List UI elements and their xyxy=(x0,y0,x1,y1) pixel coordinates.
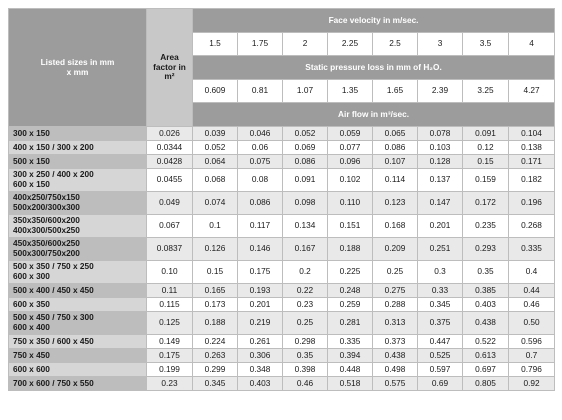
pressure-loss-cell: 1.07 xyxy=(283,80,328,103)
table-row xyxy=(9,155,555,169)
size-cell: 750 x 450 xyxy=(9,349,147,363)
table-row xyxy=(9,127,555,141)
air-flow-cell: 0.096 xyxy=(328,155,373,169)
air-flow-cell: 0.373 xyxy=(373,335,418,349)
table-row xyxy=(9,215,555,238)
face-velocity-header xyxy=(193,9,555,33)
air-flow-cell: 0.348 xyxy=(238,363,283,377)
size-cell: 600 x 600 xyxy=(9,363,147,377)
size-cell: 400x250/750x150 500x200/300x300 xyxy=(9,192,147,215)
air-flow-cell: 0.165 xyxy=(193,284,238,298)
air-flow-cell: 0.069 xyxy=(283,141,328,155)
air-flow-cell: 0.805 xyxy=(463,377,509,391)
table-header xyxy=(9,9,555,127)
air-flow-cell: 0.299 xyxy=(193,363,238,377)
air-flow-cell: 0.219 xyxy=(238,312,283,335)
size-cell: 750 x 350 / 600 x 450 xyxy=(9,335,147,349)
air-flow-cell: 0.138 xyxy=(509,141,555,155)
air-flow-cell: 0.25 xyxy=(283,312,328,335)
air-flow-cell: 0.375 xyxy=(418,312,463,335)
size-cell: 500 x 150 xyxy=(9,155,147,169)
table-row xyxy=(9,261,555,284)
air-flow-cell: 0.188 xyxy=(328,238,373,261)
air-flow-cell: 0.128 xyxy=(418,155,463,169)
air-flow-cell: 0.064 xyxy=(193,155,238,169)
air-flow-cell: 0.098 xyxy=(283,192,328,215)
size-cell: 450x350/600x250 500x300/750x200 xyxy=(9,238,147,261)
pressure-loss-cell: 3.25 xyxy=(463,80,509,103)
air-flow-cell: 0.22 xyxy=(283,284,328,298)
face-velocity-cell: 3 xyxy=(418,33,463,56)
area-factor-cell: 0.199 xyxy=(147,363,193,377)
air-flow-cell: 0.35 xyxy=(283,349,328,363)
air-flow-cell: 0.298 xyxy=(283,335,328,349)
air-flow-cell: 0.46 xyxy=(509,298,555,312)
air-flow-cell: 0.293 xyxy=(463,238,509,261)
air-flow-cell: 0.167 xyxy=(283,238,328,261)
air-flow-cell: 0.394 xyxy=(328,349,373,363)
air-flow-cell: 0.263 xyxy=(193,349,238,363)
air-flow-cell: 0.796 xyxy=(509,363,555,377)
area-factor-cell: 0.23 xyxy=(147,377,193,391)
air-flow-cell: 0.224 xyxy=(193,335,238,349)
air-flow-cell: 0.44 xyxy=(509,284,555,298)
air-flow-cell: 0.7 xyxy=(509,349,555,363)
table-row xyxy=(9,335,555,349)
face-velocity-cell: 2.5 xyxy=(373,33,418,56)
air-flow-cell: 0.126 xyxy=(193,238,238,261)
air-flow-cell: 0.306 xyxy=(238,349,283,363)
air-flow-cell: 0.182 xyxy=(509,169,555,192)
table-row xyxy=(9,363,555,377)
air-flow-cell: 0.08 xyxy=(238,169,283,192)
air-flow-cell: 0.259 xyxy=(328,298,373,312)
area-factor-header xyxy=(147,9,193,127)
air-flow-cell: 0.2 xyxy=(283,261,328,284)
air-flow-cell: 0.039 xyxy=(193,127,238,141)
air-flow-cell: 0.104 xyxy=(509,127,555,141)
air-flow-cell: 0.173 xyxy=(193,298,238,312)
air-flow-cell: 0.281 xyxy=(328,312,373,335)
area-factor-cell: 0.0428 xyxy=(147,155,193,169)
face-velocity-cell: 4 xyxy=(509,33,555,56)
face-velocity-cell: 3.5 xyxy=(463,33,509,56)
air-flow-cell: 0.275 xyxy=(373,284,418,298)
air-flow-header xyxy=(193,103,555,127)
air-flow-cell: 0.137 xyxy=(418,169,463,192)
air-flow-cell: 0.172 xyxy=(463,192,509,215)
area-factor-cell: 0.11 xyxy=(147,284,193,298)
airflow-table-container xyxy=(8,8,554,391)
air-flow-cell: 0.075 xyxy=(238,155,283,169)
air-flow-cell: 0.078 xyxy=(418,127,463,141)
area-factor-label: Area factor in m² xyxy=(153,52,186,82)
air-flow-cell: 0.201 xyxy=(418,215,463,238)
air-flow-cell: 0.403 xyxy=(238,377,283,391)
pressure-loss-cell: 0.609 xyxy=(193,80,238,103)
face-velocity-cell: 1.75 xyxy=(238,33,283,56)
air-flow-cell: 0.15 xyxy=(193,261,238,284)
air-flow-cell: 0.077 xyxy=(328,141,373,155)
air-flow-cell: 0.447 xyxy=(418,335,463,349)
area-factor-cell: 0.049 xyxy=(147,192,193,215)
air-flow-cell: 0.25 xyxy=(373,261,418,284)
air-flow-cell: 0.403 xyxy=(463,298,509,312)
air-flow-cell: 0.288 xyxy=(373,298,418,312)
air-flow-cell: 0.086 xyxy=(238,192,283,215)
air-flow-cell: 0.052 xyxy=(283,127,328,141)
air-flow-cell: 0.225 xyxy=(328,261,373,284)
air-flow-cell: 0.146 xyxy=(238,238,283,261)
air-flow-cell: 0.091 xyxy=(283,169,328,192)
air-flow-cell: 0.268 xyxy=(509,215,555,238)
size-cell: 600 x 350 xyxy=(9,298,147,312)
air-flow-cell: 0.518 xyxy=(328,377,373,391)
air-flow-cell: 0.151 xyxy=(328,215,373,238)
air-flow-cell: 0.248 xyxy=(328,284,373,298)
area-factor-cell: 0.10 xyxy=(147,261,193,284)
area-factor-cell: 0.0344 xyxy=(147,141,193,155)
air-flow-cell: 0.4 xyxy=(509,261,555,284)
air-flow-cell: 0.159 xyxy=(463,169,509,192)
table-row xyxy=(9,298,555,312)
size-cell: 500 x 400 / 450 x 450 xyxy=(9,284,147,298)
table-row xyxy=(9,312,555,335)
table-row xyxy=(9,192,555,215)
air-flow-cell: 0.110 xyxy=(328,192,373,215)
table-row xyxy=(9,141,555,155)
table-row xyxy=(9,238,555,261)
air-flow-cell: 0.345 xyxy=(193,377,238,391)
air-flow-cell: 0.114 xyxy=(373,169,418,192)
air-flow-cell: 0.438 xyxy=(373,349,418,363)
air-flow-cell: 0.335 xyxy=(509,238,555,261)
face-velocity-cell: 2 xyxy=(283,33,328,56)
table-row xyxy=(9,284,555,298)
air-flow-cell: 0.385 xyxy=(463,284,509,298)
air-flow-cell: 0.697 xyxy=(463,363,509,377)
air-flow-cell: 0.12 xyxy=(463,141,509,155)
air-flow-cell: 0.313 xyxy=(373,312,418,335)
air-flow-cell: 0.448 xyxy=(328,363,373,377)
air-flow-cell: 0.134 xyxy=(283,215,328,238)
air-flow-cell: 0.068 xyxy=(193,169,238,192)
static-pressure-label: Static pressure loss in mm of H₂O. xyxy=(305,61,442,72)
air-flow-cell: 0.059 xyxy=(328,127,373,141)
air-flow-cell: 0.3 xyxy=(418,261,463,284)
area-factor-cell: 0.149 xyxy=(147,335,193,349)
size-cell: 500 x 450 / 750 x 300 600 x 400 xyxy=(9,312,147,335)
air-flow-cell: 0.086 xyxy=(283,155,328,169)
air-flow-cell: 0.1 xyxy=(193,215,238,238)
air-flow-cell: 0.35 xyxy=(463,261,509,284)
air-flow-cell: 0.46 xyxy=(283,377,328,391)
air-flow-cell: 0.261 xyxy=(238,335,283,349)
table-row xyxy=(9,377,555,391)
table-row xyxy=(9,169,555,192)
air-flow-cell: 0.052 xyxy=(193,141,238,155)
pressure-loss-cell: 1.35 xyxy=(328,80,373,103)
size-cell: 300 x 150 xyxy=(9,127,147,141)
air-flow-cell: 0.046 xyxy=(238,127,283,141)
air-flow-cell: 0.525 xyxy=(418,349,463,363)
airflow-table xyxy=(8,8,555,391)
static-pressure-header xyxy=(193,56,555,80)
size-cell: 300 x 250 / 400 x 200 600 x 150 xyxy=(9,169,147,192)
air-flow-cell: 0.498 xyxy=(373,363,418,377)
pressure-loss-cell: 1.65 xyxy=(373,80,418,103)
area-factor-cell: 0.026 xyxy=(147,127,193,141)
air-flow-cell: 0.102 xyxy=(328,169,373,192)
size-cell: 350x350/600x200 400x300/500x250 xyxy=(9,215,147,238)
air-flow-cell: 0.596 xyxy=(509,335,555,349)
air-flow-cell: 0.091 xyxy=(463,127,509,141)
air-flow-cell: 0.171 xyxy=(509,155,555,169)
air-flow-cell: 0.147 xyxy=(418,192,463,215)
air-flow-cell: 0.209 xyxy=(373,238,418,261)
air-flow-cell: 0.597 xyxy=(418,363,463,377)
air-flow-cell: 0.065 xyxy=(373,127,418,141)
table-body xyxy=(9,127,555,391)
air-flow-cell: 0.50 xyxy=(509,312,555,335)
air-flow-cell: 0.522 xyxy=(463,335,509,349)
air-flow-cell: 0.398 xyxy=(283,363,328,377)
air-flow-cell: 0.168 xyxy=(373,215,418,238)
table-row xyxy=(9,349,555,363)
air-flow-cell: 0.613 xyxy=(463,349,509,363)
air-flow-cell: 0.438 xyxy=(463,312,509,335)
face-velocity-cell: 1.5 xyxy=(193,33,238,56)
listed-sizes-label: Listed sizes in mm x mm xyxy=(40,56,115,77)
air-flow-cell: 0.06 xyxy=(238,141,283,155)
air-flow-label: Air flow in m³/sec. xyxy=(338,108,410,119)
area-factor-cell: 0.067 xyxy=(147,215,193,238)
air-flow-cell: 0.123 xyxy=(373,192,418,215)
air-flow-cell: 0.23 xyxy=(283,298,328,312)
size-cell: 400 x 150 / 300 x 200 xyxy=(9,141,147,155)
air-flow-cell: 0.117 xyxy=(238,215,283,238)
air-flow-cell: 0.175 xyxy=(238,261,283,284)
air-flow-cell: 0.074 xyxy=(193,192,238,215)
area-factor-cell: 0.125 xyxy=(147,312,193,335)
area-factor-cell: 0.0837 xyxy=(147,238,193,261)
pressure-loss-cell: 4.27 xyxy=(509,80,555,103)
air-flow-cell: 0.251 xyxy=(418,238,463,261)
air-flow-cell: 0.575 xyxy=(373,377,418,391)
air-flow-cell: 0.92 xyxy=(509,377,555,391)
area-factor-cell: 0.175 xyxy=(147,349,193,363)
face-velocity-cell: 2.25 xyxy=(328,33,373,56)
air-flow-cell: 0.335 xyxy=(328,335,373,349)
pressure-loss-cell: 0.81 xyxy=(238,80,283,103)
air-flow-cell: 0.193 xyxy=(238,284,283,298)
face-velocity-label: Face velocity in m/sec. xyxy=(328,14,419,25)
air-flow-cell: 0.107 xyxy=(373,155,418,169)
air-flow-cell: 0.086 xyxy=(373,141,418,155)
air-flow-cell: 0.103 xyxy=(418,141,463,155)
area-factor-cell: 0.115 xyxy=(147,298,193,312)
air-flow-cell: 0.69 xyxy=(418,377,463,391)
area-factor-cell: 0.0455 xyxy=(147,169,193,192)
air-flow-cell: 0.196 xyxy=(509,192,555,215)
pressure-loss-cell: 2.39 xyxy=(418,80,463,103)
air-flow-cell: 0.33 xyxy=(418,284,463,298)
air-flow-cell: 0.188 xyxy=(193,312,238,335)
size-cell: 700 x 600 / 750 x 550 xyxy=(9,377,147,391)
air-flow-cell: 0.15 xyxy=(463,155,509,169)
air-flow-cell: 0.345 xyxy=(418,298,463,312)
air-flow-cell: 0.201 xyxy=(238,298,283,312)
size-cell: 500 x 350 / 750 x 250 600 x 300 xyxy=(9,261,147,284)
air-flow-cell: 0.235 xyxy=(463,215,509,238)
listed-sizes-header xyxy=(9,9,147,127)
